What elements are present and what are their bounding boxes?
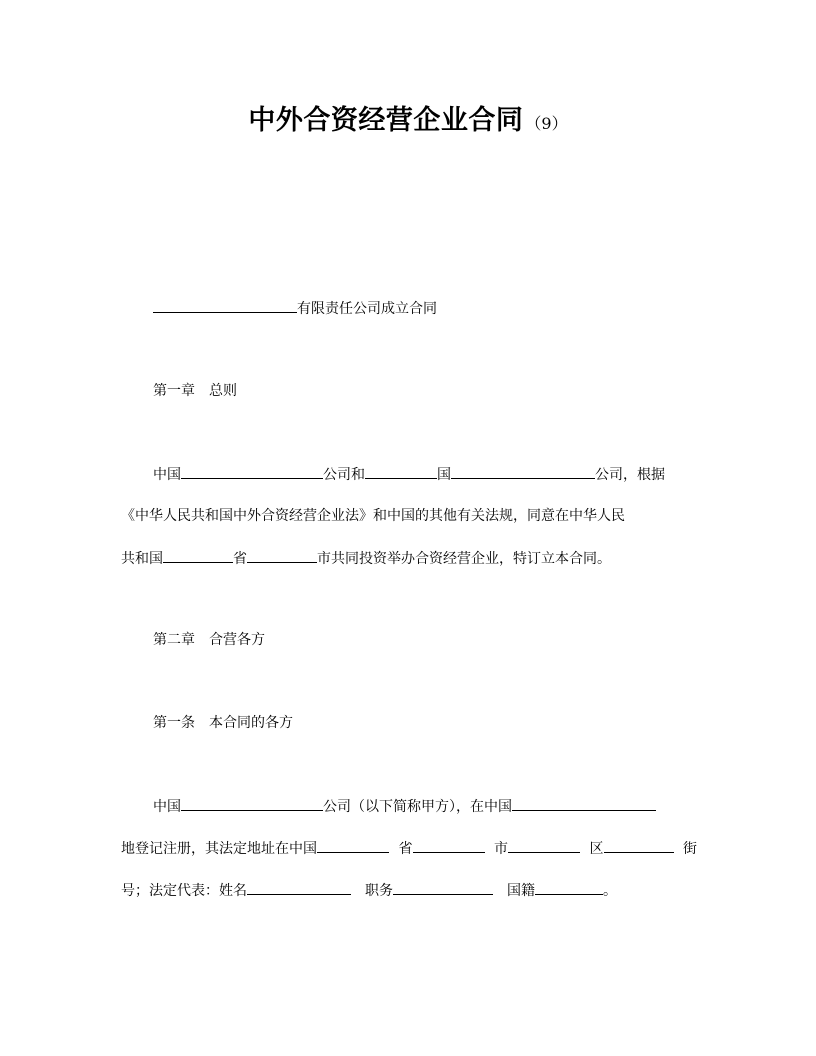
text: 公司和 <box>323 467 365 483</box>
blank <box>365 464 437 479</box>
blank <box>317 838 389 853</box>
article-1-heading: 第一条 本合同的各方 <box>153 715 293 731</box>
text: 街 <box>683 841 697 857</box>
blank <box>181 464 323 479</box>
blank <box>181 796 323 811</box>
text: 职务 <box>365 883 393 899</box>
text: 省 <box>398 841 413 857</box>
text: 中国 <box>153 467 181 483</box>
title-text: 中外合资经营企业合同 <box>248 105 524 136</box>
blank <box>247 880 351 895</box>
para2-line3 <box>121 880 617 901</box>
blank <box>535 880 603 895</box>
text: 市 <box>494 841 508 857</box>
blank <box>451 464 595 479</box>
blank <box>508 838 580 853</box>
text: 地登记注册，其法定地址在中国 <box>121 841 317 857</box>
blank <box>413 838 485 853</box>
text: 国籍 <box>507 883 535 899</box>
contract-heading <box>153 298 437 319</box>
para1-line1 <box>153 464 665 485</box>
blank <box>512 796 656 811</box>
segment <box>399 838 485 859</box>
title-number: （9） <box>525 114 568 133</box>
blank <box>163 548 233 563</box>
text: 国 <box>437 467 451 483</box>
blank <box>393 880 493 895</box>
document-title <box>0 98 816 137</box>
para1-line2: 《中华人民共和国中外合资经营企业法》和中国的其他有关法规，同意在中华人民 <box>121 508 625 524</box>
blank <box>604 838 674 853</box>
text: 区 <box>589 841 604 857</box>
text: 公司（以下简称甲方），在中国 <box>323 799 512 815</box>
para2-line2 <box>121 838 697 859</box>
text: 公司，根据 <box>595 467 665 483</box>
text: 市共同投资举办合资经营企业，特订立本合同。 <box>317 551 611 567</box>
text: 。 <box>603 883 617 899</box>
company-name-blank <box>153 298 297 313</box>
segment <box>590 838 674 859</box>
text: 号；法定代表：姓名 <box>121 883 247 899</box>
segment <box>494 838 580 859</box>
para2-line1 <box>153 796 656 817</box>
para1-line3 <box>121 548 611 569</box>
text: 中国 <box>153 799 181 815</box>
text: 共和国 <box>121 551 163 567</box>
segment <box>121 838 389 859</box>
text: 省 <box>233 551 247 567</box>
chapter-2-heading: 第二章 合营各方 <box>153 632 265 648</box>
blank <box>247 548 317 563</box>
chapter-1-heading: 第一章 总则 <box>153 383 237 399</box>
contract-heading-text: 有限责任公司成立合同 <box>297 301 437 317</box>
